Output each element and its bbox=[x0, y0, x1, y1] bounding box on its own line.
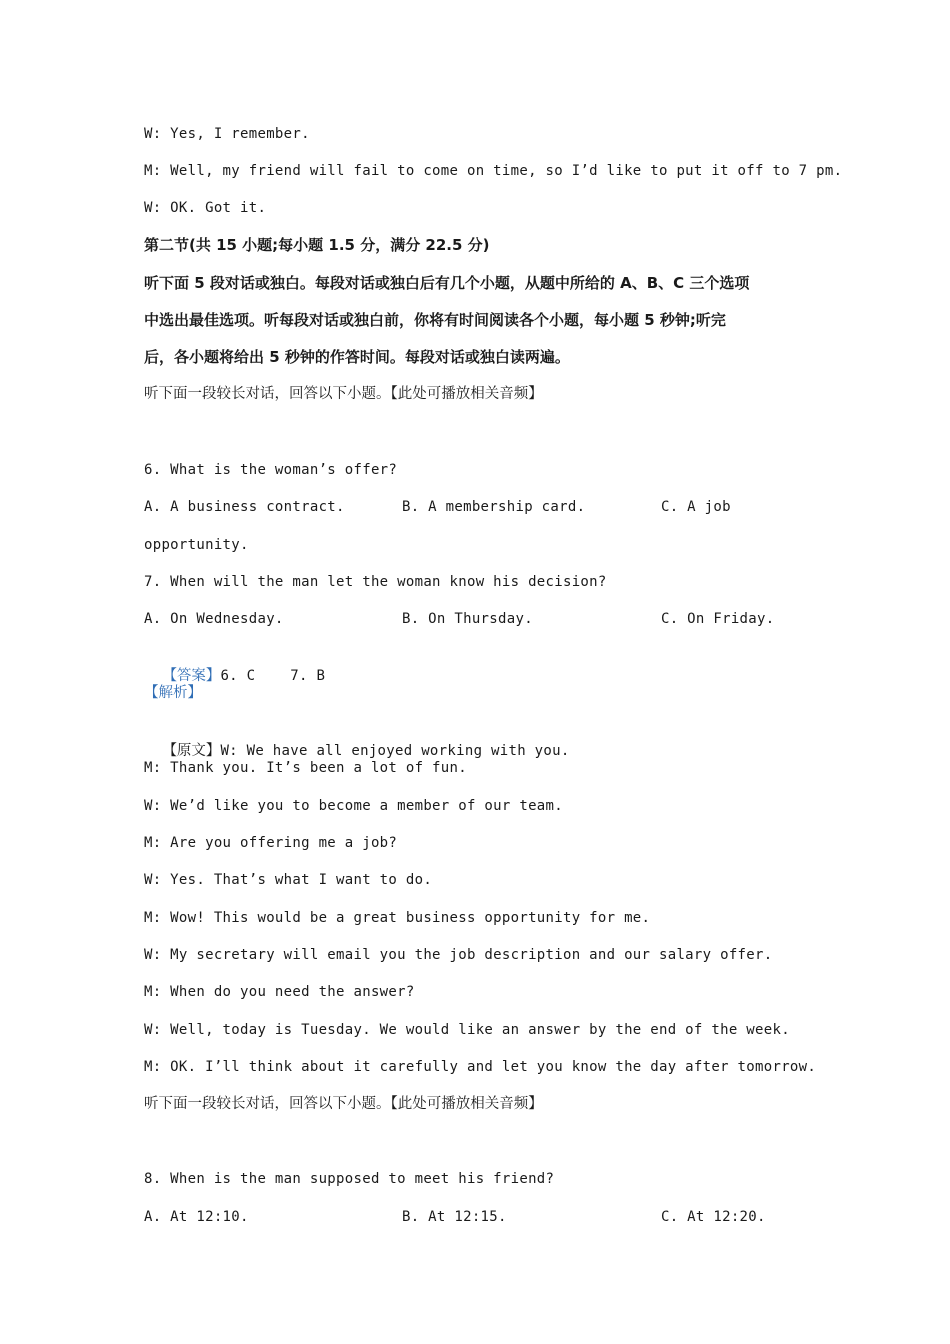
transcript-line: M: Wow! This would be a great business opportunity for me. bbox=[144, 910, 651, 926]
section-heading: 第二节(共 15 小题;每小题 1.5 分，满分 22.5 分) bbox=[144, 236, 490, 254]
dialogue-line: W: OK. Got it. bbox=[144, 200, 267, 216]
section-instruction: 中选出最佳选项。听每段对话或独白前，你将有时间阅读各个小题，每小题 5 秒钟;听完 bbox=[144, 311, 726, 329]
analysis-label: 【解析】 bbox=[144, 685, 202, 701]
audio-prompt: 听下面一段较长对话，回答以下小题。【此处可播放相关音频】 bbox=[144, 1096, 543, 1112]
transcript-line: M: OK. I’ll think about it carefully and let you know the day after tomorrow. bbox=[144, 1059, 817, 1075]
transcript-line: M: Are you offering me a job? bbox=[144, 835, 398, 851]
option-c: C. On Friday. bbox=[661, 611, 775, 627]
option-c-continued: opportunity. bbox=[144, 537, 249, 553]
option-a: A. A business contract. bbox=[144, 499, 345, 515]
option-b: B. On Thursday. bbox=[402, 611, 533, 627]
transcript-line: W: Well, today is Tuesday. We would like an answer by the end of the week. bbox=[144, 1022, 790, 1038]
transcript-line: W: We’d like you to become a member of our team. bbox=[144, 798, 563, 814]
option-a: A. At 12:10. bbox=[144, 1209, 249, 1225]
question-8: 8. When is the man supposed to meet his friend? bbox=[144, 1171, 555, 1187]
transcript-line: M: When do you need the answer? bbox=[144, 984, 415, 1000]
section-instruction: 听下面 5 段对话或独白。每段对话或独白后有几个小题，从题中所给的 A、B、C 三个选项 bbox=[144, 274, 750, 292]
option-c: C. At 12:20. bbox=[661, 1209, 766, 1225]
option-b: B. At 12:15. bbox=[402, 1209, 507, 1225]
audio-prompt: 听下面一段较长对话，回答以下小题。【此处可播放相关音频】 bbox=[144, 386, 543, 402]
option-c: C. A job bbox=[661, 499, 731, 515]
dialogue-line: M: Well, my friend will fail to come on time, so I’d like to put it off to 7 pm. bbox=[144, 163, 843, 179]
answer-label: 【答案】 bbox=[162, 668, 221, 684]
transcript-line: W: Yes. That’s what I want to do. bbox=[144, 872, 433, 888]
question-7: 7. When will the man let the woman know his decision? bbox=[144, 574, 607, 590]
transcript-label: 【原文】 bbox=[162, 743, 221, 759]
transcript-text: W: We have all enjoyed working with you. bbox=[220, 743, 570, 759]
transcript-line: W: My secretary will email you the job description and our salary offer. bbox=[144, 947, 773, 963]
section-instruction: 后，各小题将给出 5 秒钟的作答时间。每段对话或独白读两遍。 bbox=[144, 348, 570, 366]
question-6: 6. What is the woman’s offer? bbox=[144, 462, 398, 478]
option-b: B. A membership card. bbox=[402, 499, 586, 515]
answer-text: 6. C 7. B bbox=[220, 668, 326, 684]
option-a: A. On Wednesday. bbox=[144, 611, 284, 627]
dialogue-line: W: Yes, I remember. bbox=[144, 126, 310, 142]
transcript-line: M: Thank you. It’s been a lot of fun. bbox=[144, 760, 467, 776]
